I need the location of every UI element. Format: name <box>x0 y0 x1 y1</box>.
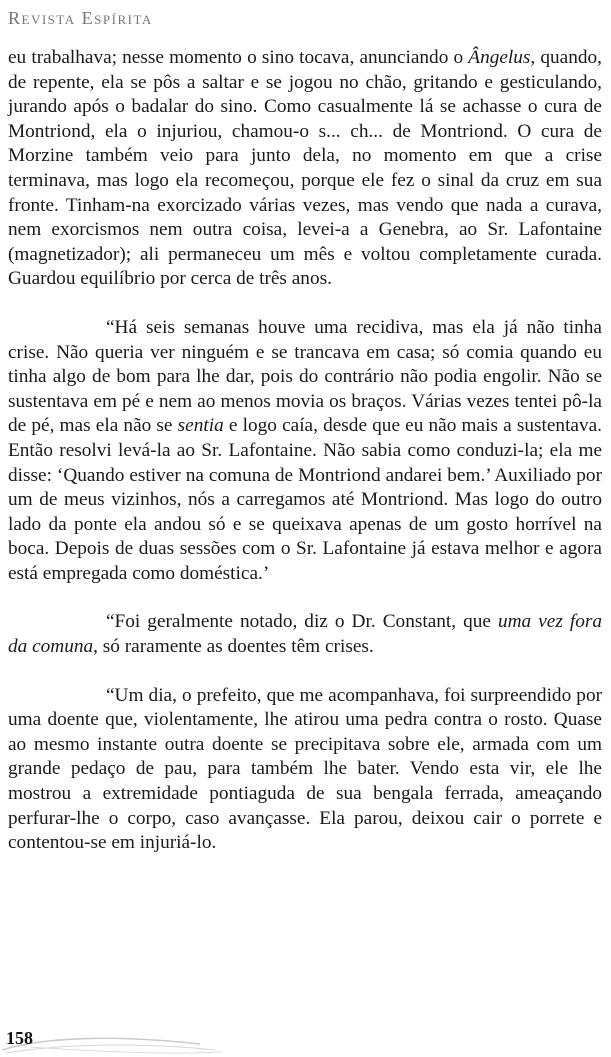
paragraph-3 <box>8 610 602 659</box>
page-number: 158 <box>6 1028 33 1048</box>
page-body <box>8 46 602 880</box>
paragraph-1-italic: Ângelus <box>468 47 531 68</box>
paragraph-3-text-a: “Foi geralmente notado, diz o Dr. Constant, que <box>106 611 498 633</box>
paragraph-4-text: “Um dia, o prefeito, que me acompanhava, foi surpreendido por uma doente que, violentamente, lhe atirou uma pedra contra o rosto. Quase ao mesmo instante outra doente se precipitava sobre ele, armada com um grande pedaço de pau, para também lhe bater. Vendo esta vir, ele lhe mostrou a extremidade pontiaguda de sua bengala ferrada, ameaçando perfurar-lhe o corpo, caso avançasse. Ela parou, deixou cair o porrete e contentou-se em injuriá-lo. <box>8 684 602 854</box>
page-footer <box>0 1020 611 1057</box>
running-header: Revista Espírita <box>8 8 153 28</box>
paragraph-2-text-a: “Há seis semanas houve uma recidiva, mas ela já não tinha crise. Não queria ver ninguém e se trancava em casa; só comia quando eu tinha algo de bom para lhe dar, pois do contrário não podia engolir. Não se sustentava em pé e nem ao menos movia os braços. Várias vezes tentei pô-la de pé, mas ela não se <box>8 316 602 437</box>
paragraph-1-text-c: , quando, de repente, ela se pôs a saltar e se jogou no chão, gritando e gesticulando, jurando após o badalar do sino. Como casualmente lá se achasse o cura de Montriond, ela o injuriou, chamou-o s... ch... de Montriond. O cura de Morzine também veio para junto dela, no momento em que a crise terminava, mas logo ela recomeçou, porque ele fez o sinal da cruz em sua fronte. Tinham-na exorcizado várias vezes, mas vendo que nada a curava, nem exorcismos nem outra coisa, levei-a a Genebra, ao Sr. Lafontaine (magnetizador); ali permaneceu um mês e voltou completamente curada. Guardou equilíbrio por cerca de três anos. <box>8 47 602 290</box>
decorative-swoosh <box>0 1020 260 1057</box>
paragraph-1 <box>8 46 602 292</box>
paragraph-4 <box>8 684 602 856</box>
paragraph-1-text-a: eu trabalhava; nesse momento o sino tocava, anunciando o <box>8 47 469 68</box>
paragraph-2-italic: sentia <box>177 415 224 437</box>
paragraph-2 <box>8 316 602 587</box>
paragraph-2-text-c: e logo caía, desde que eu não mais a sustentava. Então resolvi levá-la ao Sr. Lafontaine. Não sabia como conduzi-la; ela me disse: ‘Quando estiver na comuna de Montriond andarei bem.’ Auxiliado por um de meus vizinhos, nós a carregamos até Montriond. Mas logo do outro lado da ponte ela andou só e se queixava apenas de um gosto horrível na boca. Depois de duas sessões com o Sr. Lafontaine já estava melhor e agora está empregada como doméstica.’ <box>8 415 602 584</box>
paragraph-3-italic: uma vez fora da comuna <box>8 611 602 658</box>
paragraph-3-text-c: , só raramente as doentes têm crises. <box>93 636 374 658</box>
